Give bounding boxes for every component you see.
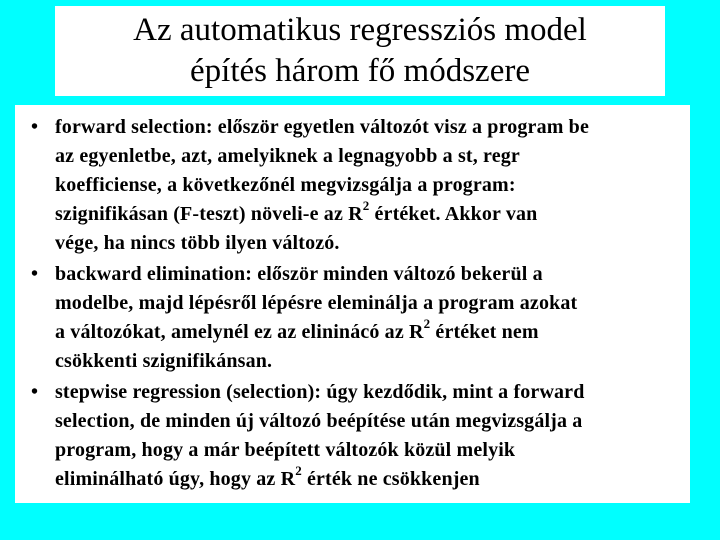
slide-body (15, 105, 690, 503)
bullet-item-forward-selection (23, 113, 682, 258)
text-line: stepwise regression (selection): úgy kezdődik, mint a forward (55, 381, 585, 403)
text-segment: értéket nem (430, 321, 539, 343)
text-line: selection, de minden új változó beépítése után megvizsgálja a (55, 410, 583, 432)
superscript: 2 (295, 463, 302, 479)
text-line: az egyenletbe, azt, amelyiknek a legnagyobb a st, regr (55, 145, 520, 167)
text-line (55, 318, 682, 347)
slide-title-line-1: Az automatikus regressziós model (133, 12, 587, 48)
slide-title (55, 6, 665, 96)
text-line: csökkenti szignifikánsan. (55, 350, 273, 372)
bullet-icon: • (31, 381, 39, 403)
bullet-item-backward-elimination (23, 260, 682, 376)
text-line: vége, ha nincs több ilyen változó. (55, 232, 340, 254)
slide-title-line-2: építés három fő módszere (190, 53, 530, 89)
superscript: 2 (423, 316, 431, 332)
bullet-icon: • (31, 116, 39, 138)
text-line (55, 465, 682, 494)
text-segment: szignifikásan (F-teszt) növeli-e az R (55, 203, 363, 225)
bullet-item-stepwise-regression (23, 378, 682, 494)
text-segment: eliminálható úgy, hogy az R (55, 468, 296, 490)
text-line: program, hogy a már beépített változók közül melyik (55, 439, 516, 461)
bullet-list (23, 113, 682, 494)
text-line: backward elimination: először minden változó bekerül a (55, 263, 543, 285)
superscript: 2 (362, 198, 370, 214)
text-segment: a változókat, amelynél ez az elininácó az R (55, 321, 424, 343)
text-line (55, 200, 682, 229)
text-segment: értéket. Akkor van (369, 203, 538, 225)
bullet-icon: • (31, 263, 39, 285)
text-line: koefficiense, a következőnél megvizsgálja a program: (55, 174, 516, 196)
text-line: modelbe, majd lépésről lépésre eleminálja a program azokat (55, 292, 578, 314)
text-segment: érték ne csökkenjen (301, 468, 480, 490)
text-line: forward selection: először egyetlen változót visz a program be (55, 116, 589, 138)
